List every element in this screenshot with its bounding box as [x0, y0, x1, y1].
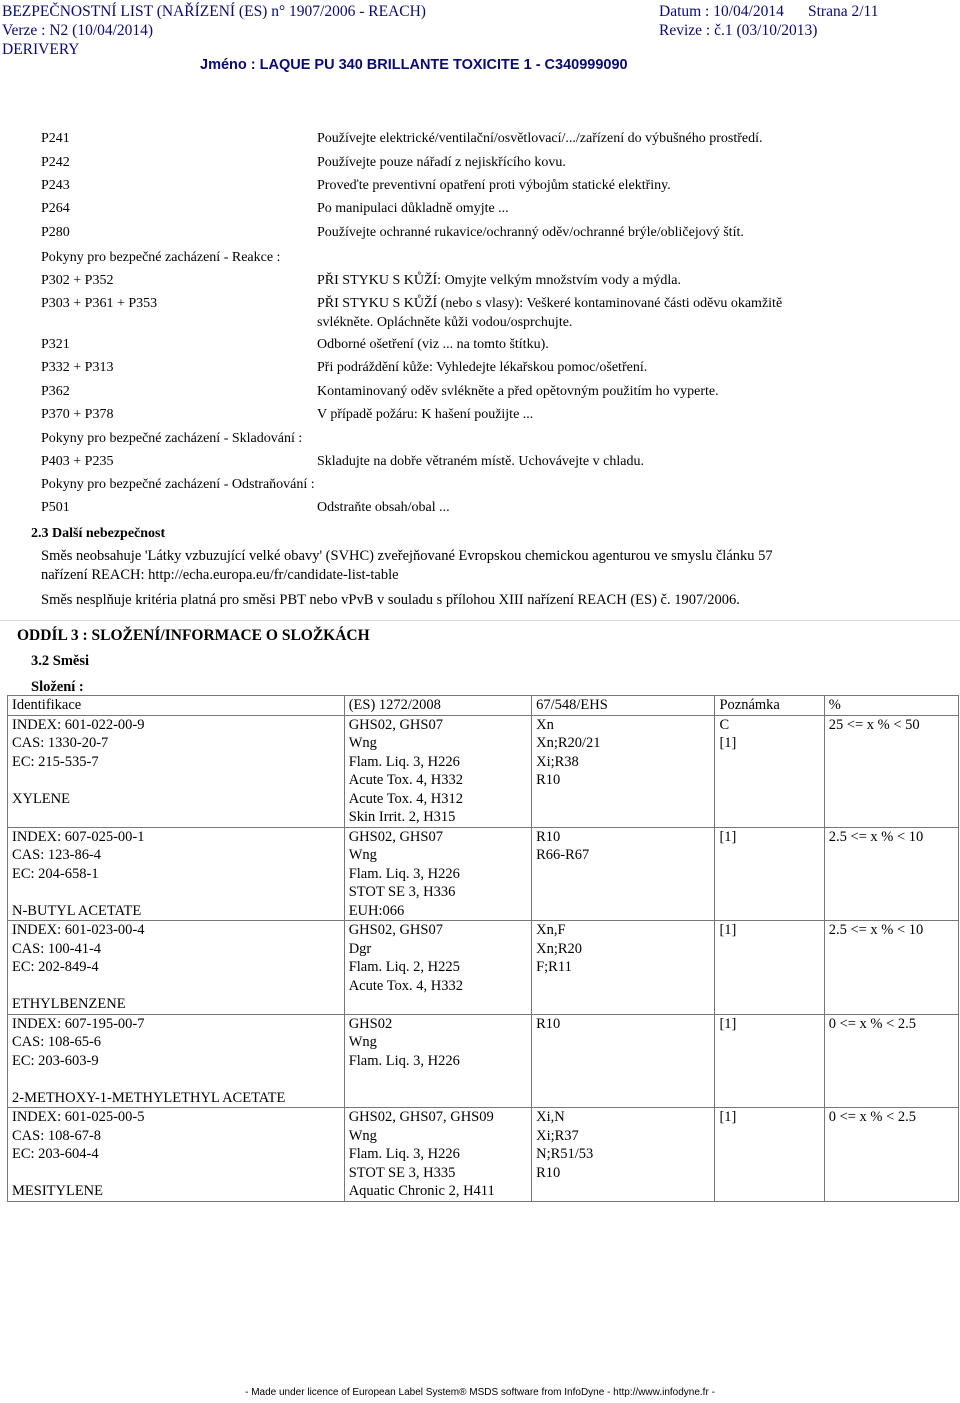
header-dsd: 67/548/EHS — [532, 696, 715, 716]
composition-label: Složení : — [31, 679, 84, 695]
clp-classification-cell-line: Skin Irrit. 2, H315 — [348, 809, 456, 825]
identification-cell-line: CAS: 1330-20-7 — [12, 735, 109, 751]
clp-classification-cell-line: Aquatic Chronic 2, H411 — [348, 1183, 495, 1199]
clp-classification-cell-line: Wng — [348, 1127, 377, 1144]
disposal-code: P501 — [41, 500, 70, 515]
identification-cell-line: CAS: 123-86-4 — [12, 847, 102, 863]
identification-cell-line: ETHYLBENZENE — [12, 996, 126, 1012]
note-cell — [715, 1108, 824, 1202]
dsd-classification-cell-line: Xi;R38 — [536, 753, 579, 770]
svhc-paragraph — [41, 547, 921, 585]
statement-text: Při podráždění kůže: Vyhledejte lékařskou pomoc/ošetření. — [317, 360, 648, 375]
clp-classification-cell-line: GHS02, GHS07 — [348, 922, 443, 938]
reaction-label: Pokyny pro bezpečné zacházení - Reakce : — [41, 250, 281, 265]
clp-classification-cell — [344, 921, 531, 1015]
identification-cell — [8, 827, 345, 921]
dsd-classification-cell — [532, 1014, 715, 1108]
percent-cell: 2.5 <= x % < 10 — [824, 921, 958, 1015]
dsd-classification-cell-line: R10 — [536, 828, 561, 845]
clp-classification-cell — [344, 1014, 531, 1108]
identification-cell-line: CAS: 108-65-6 — [12, 1034, 102, 1050]
statement-code: P303 + P361 + P353 — [41, 296, 158, 311]
statement-code: P264 — [41, 201, 70, 216]
section-3-2-title: 3.2 Směsi — [31, 653, 89, 669]
note-cell — [715, 1014, 824, 1108]
dsd-classification-cell-line: R10 — [536, 1015, 561, 1032]
statement-text: Používejte pouze nářadí z nejiskřícího kovu. — [317, 155, 566, 170]
statement-code: P280 — [41, 225, 70, 240]
table-row — [8, 1014, 959, 1108]
dsd-classification-cell — [532, 827, 715, 921]
statement-code: P302 + P352 — [41, 273, 114, 288]
statement-code: P243 — [41, 178, 70, 193]
statement-text: Proveďte preventivní opatření proti výbojům statické elektřiny. — [317, 178, 671, 193]
header-identification: Identifikace — [8, 696, 345, 716]
note-cell-line: [1] — [719, 922, 737, 938]
storage-label: Pokyny pro bezpečné zacházení - Skladování : — [41, 431, 303, 446]
dsd-classification-cell — [532, 921, 715, 1015]
percent-cell: 0 <= x % < 2.5 — [824, 1014, 958, 1108]
clp-classification-cell-line: GHS02, GHS07, GHS09 — [348, 1109, 494, 1125]
statement-code: P321 — [41, 337, 70, 352]
disposal-label: Pokyny pro bezpečné zacházení - Odstraňování : — [41, 477, 315, 492]
pbt-paragraph: Směs nesplňuje kritéria platná pro směsi PBT nebo vPvB v souladu s přílohou XIII nařízení REACH (ES) č. 1907/2006. — [41, 592, 740, 608]
clp-classification-cell — [344, 827, 531, 921]
note-cell — [715, 715, 824, 827]
section-2-3-title: 2.3 Další nebezpečnost — [31, 526, 166, 541]
identification-cell-line: EC: 215-535-7 — [12, 753, 99, 770]
statement-code: P362 — [41, 384, 70, 399]
statement-code: P241 — [41, 131, 70, 146]
document-revision: Revize : č.1 (03/10/2013) — [659, 22, 818, 39]
note-cell — [715, 921, 824, 1015]
identification-cell-line: XYLENE — [12, 790, 70, 807]
statement-text: Používejte ochranné rukavice/ochranný oděv/ochranné brýle/obličejový štít. — [317, 225, 744, 240]
clp-classification-cell-line: Wng — [348, 1034, 377, 1050]
statement-text-continued: svlékněte. Opláchněte kůži vodou/osprchujte. — [317, 315, 573, 330]
identification-cell-line — [12, 883, 340, 902]
clp-classification-cell — [344, 715, 531, 827]
identification-cell-line: INDEX: 601-022-00-9 — [12, 716, 145, 733]
identification-cell — [8, 1108, 345, 1202]
table-row — [8, 921, 959, 1015]
note-cell-line: [1] — [719, 1109, 737, 1125]
identification-cell-line: INDEX: 607-025-00-1 — [12, 828, 145, 845]
clp-classification-cell-line: Flam. Liq. 3, H226 — [348, 865, 460, 882]
table-header-row — [8, 696, 959, 716]
clp-classification-cell-line: Acute Tox. 4, H312 — [348, 790, 464, 807]
page-number: Strana 2/11 — [808, 3, 879, 20]
storage-code: P403 + P235 — [41, 454, 114, 469]
dsd-classification-cell-line: Xi;R37 — [536, 1127, 579, 1144]
identification-cell-line: EC: 204-658-1 — [12, 865, 99, 882]
storage-text: Skladujte na dobře větraném místě. Uchovávejte v chladu. — [317, 454, 644, 469]
percent-cell: 2.5 <= x % < 10 — [824, 827, 958, 921]
identification-cell — [8, 1014, 345, 1108]
statement-text: PŘI STYKU S KŮŽÍ: Omyjte velkým množstvím vody a mýdla. — [317, 273, 681, 288]
clp-classification-cell-line: Flam. Liq. 3, H226 — [348, 753, 460, 770]
identification-cell-line — [12, 977, 340, 996]
identification-cell-line: MESITYLENE — [12, 1183, 104, 1199]
dsd-classification-cell-line: Xn;R20 — [536, 940, 583, 957]
clp-classification-cell-line: Flam. Liq. 3, H226 — [348, 1052, 460, 1069]
note-cell-line: [1] — [719, 735, 737, 751]
identification-cell-line: EC: 202-849-4 — [12, 959, 99, 975]
table-row — [8, 827, 959, 921]
clp-classification-cell-line: Dgr — [348, 940, 372, 957]
clp-classification-cell-line: GHS02 — [348, 1015, 393, 1032]
statement-text: Odborné ošetření (viz ... na tomto štítku). — [317, 337, 549, 352]
note-cell-line: [1] — [719, 1015, 737, 1032]
company-name: DERIVERY — [2, 41, 80, 58]
dsd-classification-cell-line: Xi,N — [536, 1109, 565, 1125]
statement-code: P242 — [41, 155, 70, 170]
dsd-classification-cell-line: Xn — [536, 716, 554, 733]
note-cell-line: C — [719, 716, 730, 733]
identification-cell — [8, 715, 345, 827]
clp-classification-cell-line: Wng — [348, 847, 377, 863]
percent-cell: 25 <= x % < 50 — [824, 715, 958, 827]
clp-classification-cell-line: STOT SE 3, H336 — [348, 884, 456, 900]
statement-text: Kontaminovaný oděv svlékněte a před opětovným použitím ho vyperte. — [317, 384, 719, 399]
percent-cell: 0 <= x % < 2.5 — [824, 1108, 958, 1202]
identification-cell — [8, 921, 345, 1015]
header-note: Poznámka — [715, 696, 824, 716]
identification-cell-line: EC: 203-604-4 — [12, 1146, 99, 1162]
identification-cell-line — [12, 771, 340, 790]
statement-text: Používejte elektrické/ventilační/osvětlovací/.../zařízení do výbušného prostředí. — [317, 131, 763, 146]
svhc-line-1: Směs neobsahuje 'Látky vzbuzující velké obavy' (SVHC) zveřejňované Evropskou chemickou agenturou ve smyslu článku 57 — [41, 548, 773, 564]
identification-cell-line: INDEX: 601-025-00-5 — [12, 1109, 145, 1125]
clp-classification-cell-line: Acute Tox. 4, H332 — [348, 977, 464, 994]
composition-table — [7, 695, 959, 1202]
dsd-classification-cell-line: Xn,F — [536, 922, 566, 938]
document-title: BEZPEČNOSTNÍ LIST (NAŘÍZENÍ (ES) n° 1907/2006 - REACH) — [2, 3, 426, 20]
section-divider — [0, 620, 960, 621]
document-version: Verze : N2 (10/04/2014) — [2, 22, 154, 39]
clp-classification-cell-line: Wng — [348, 735, 377, 751]
header-clp: (ES) 1272/2008 — [344, 696, 531, 716]
disposal-text: Odstraňte obsah/obal ... — [317, 500, 450, 515]
clp-classification-cell-line: Flam. Liq. 2, H225 — [348, 959, 460, 975]
dsd-classification-cell-line: N;R51/53 — [536, 1146, 594, 1162]
clp-classification-cell-line: Flam. Liq. 3, H226 — [348, 1146, 460, 1162]
clp-classification-cell-line: GHS02, GHS07 — [348, 716, 443, 733]
identification-cell-line: INDEX: 607-195-00-7 — [12, 1015, 145, 1032]
statement-code: P332 + P313 — [41, 360, 114, 375]
table-row — [8, 1108, 959, 1202]
clp-classification-cell-line: GHS02, GHS07 — [348, 828, 443, 845]
identification-cell-line: N-BUTYL ACETATE — [12, 902, 142, 919]
dsd-classification-cell-line: R10 — [536, 772, 561, 788]
statement-text: PŘI STYKU S KŮŽÍ (nebo s vlasy): Veškeré kontaminované části oděvu okamžitě — [317, 296, 783, 311]
identification-cell-line: EC: 203-603-9 — [12, 1052, 99, 1069]
statement-code: P370 + P378 — [41, 407, 114, 422]
identification-cell-line: 2-METHOXY-1-METHYLETHYL ACETATE — [12, 1089, 286, 1106]
section-3-title: ODDÍL 3 : SLOŽENÍ/INFORMACE O SLOŽKÁCH — [17, 627, 370, 644]
product-name: Jméno : LAQUE PU 340 BRILLANTE TOXICITE 1 - C340999090 — [200, 57, 628, 73]
identification-cell-line: CAS: 108-67-8 — [12, 1127, 102, 1144]
identification-cell-line — [12, 1164, 340, 1183]
identification-cell-line: INDEX: 601-023-00-4 — [12, 922, 145, 938]
identification-cell-line — [12, 1070, 340, 1089]
dsd-classification-cell-line: Xn;R20/21 — [536, 735, 601, 751]
dsd-classification-cell — [532, 1108, 715, 1202]
document-date: Datum : 10/04/2014 — [659, 3, 784, 20]
clp-classification-cell — [344, 1108, 531, 1202]
identification-cell-line: CAS: 100-41-4 — [12, 940, 102, 957]
dsd-classification-cell-line: R10 — [536, 1164, 561, 1181]
statement-text: Po manipulaci důkladně omyjte ... — [317, 201, 509, 216]
clp-classification-cell-line: EUH:066 — [348, 902, 405, 919]
header-percent: % — [824, 696, 958, 716]
statement-text: V případě požáru: K hašení použijte ... — [317, 407, 534, 422]
dsd-classification-cell-line: F;R11 — [536, 959, 572, 975]
table-row — [8, 715, 959, 827]
footer-note: - Made under licence of European Label System® MSDS software from InfoDyne - http://www.infodyne.fr - — [245, 1387, 715, 1398]
clp-classification-cell-line: STOT SE 3, H335 — [348, 1164, 456, 1181]
dsd-classification-cell-line: R66-R67 — [536, 847, 590, 863]
note-cell — [715, 827, 824, 921]
clp-classification-cell-line: Acute Tox. 4, H332 — [348, 772, 464, 788]
note-cell-line: [1] — [719, 828, 737, 845]
dsd-classification-cell — [532, 715, 715, 827]
svhc-line-2: nařízení REACH: http://echa.europa.eu/fr/candidate-list-table — [41, 567, 399, 583]
